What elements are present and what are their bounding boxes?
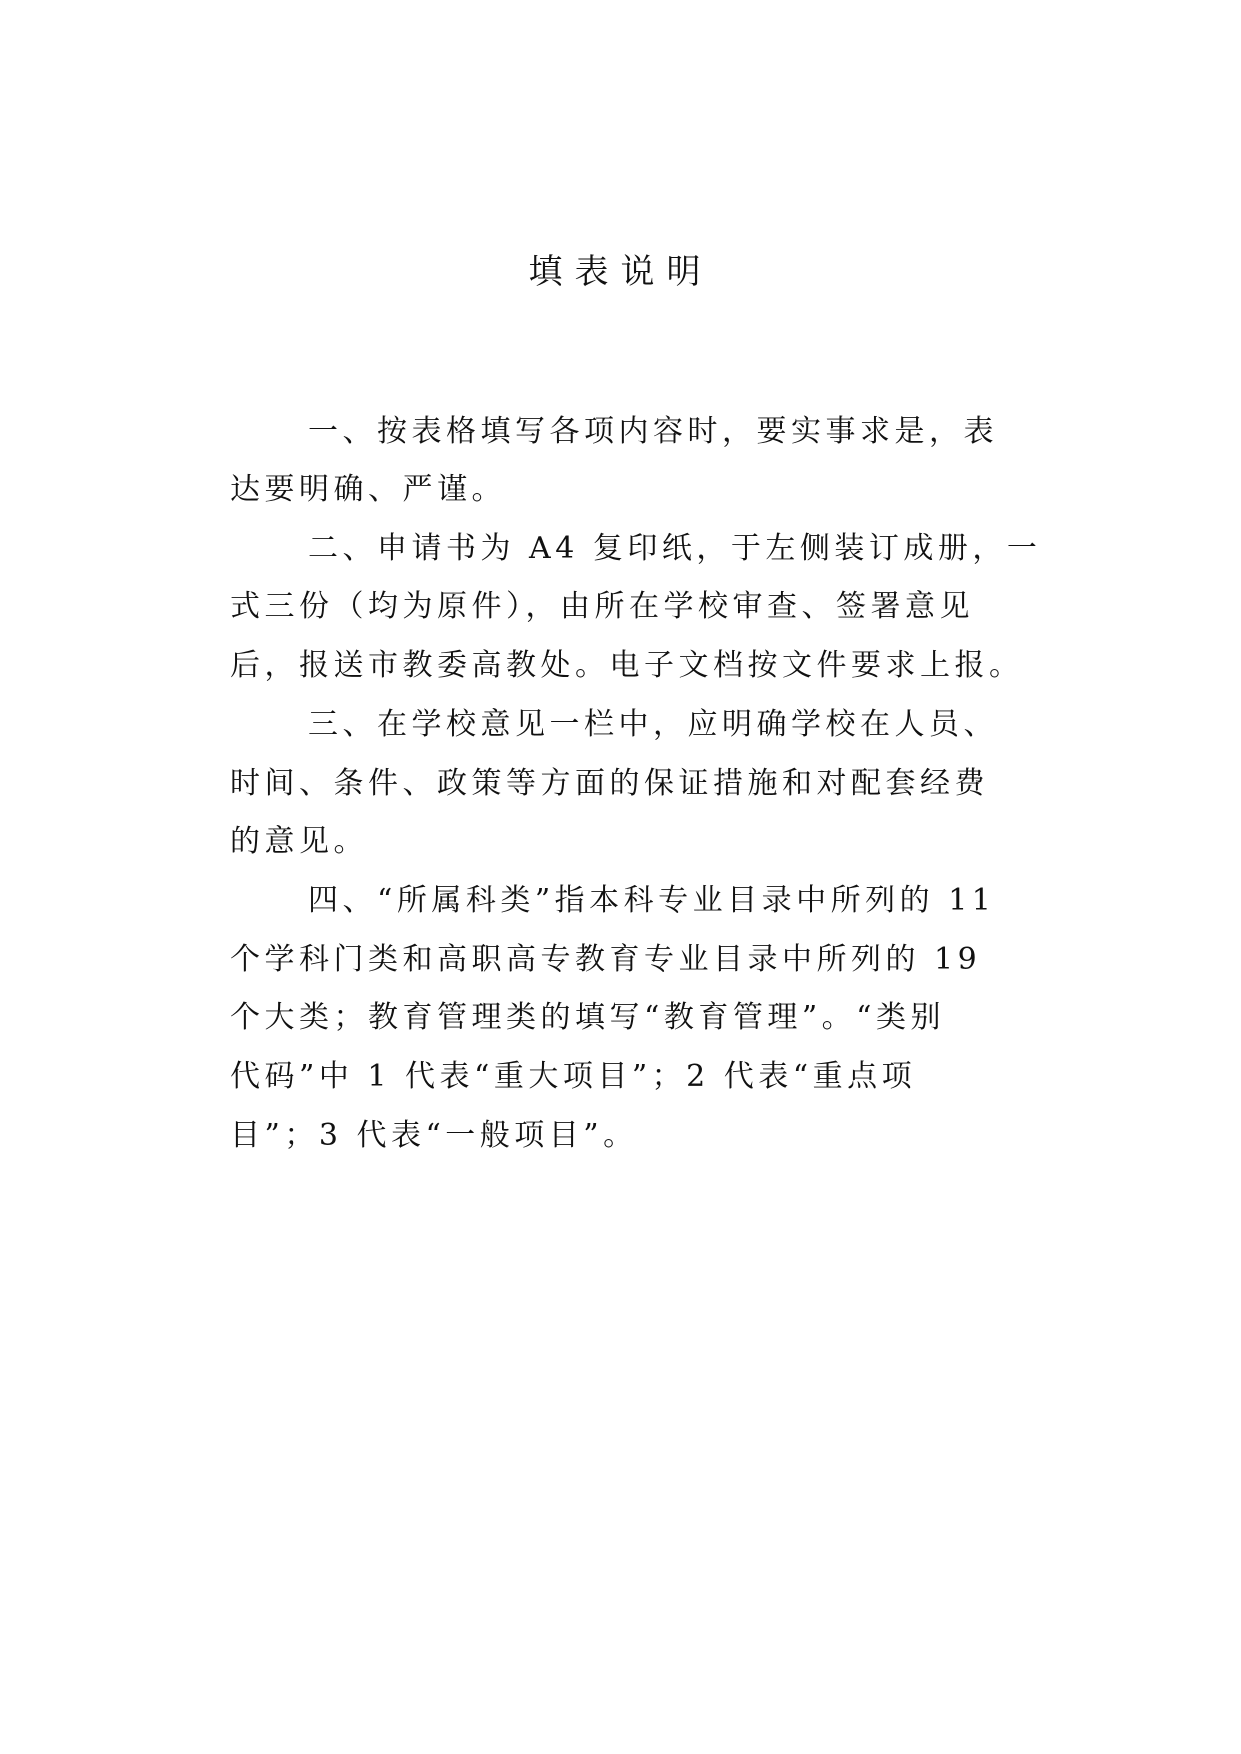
instruction-4-line-5: 目”；3 代表“一般项目”。	[230, 1118, 638, 1153]
instruction-2-line-1: 二、申请书为 A4 复印纸，于左侧装订成册，一	[308, 531, 1042, 566]
instruction-1-line-2: 达要明确、严谨。	[230, 472, 506, 507]
instruction-2-line-3: 后，报送市教委高教处。电子文档按文件要求上报。	[230, 648, 1024, 683]
instruction-4-line-2: 个学科门类和高职高专教育专业目录中所列的 19	[230, 942, 982, 977]
document-title: 填表说明	[528, 252, 713, 292]
instruction-4-line-3: 个大类；教育管理类的填写“教育管理”。“类别	[230, 1000, 946, 1035]
instruction-1-line-1: 一、按表格填写各项内容时，要实事求是，表	[308, 414, 998, 449]
instruction-3-line-2: 时间、条件、政策等方面的保证措施和对配套经费	[230, 766, 989, 801]
instruction-3-line-1: 三、在学校意见一栏中，应明确学校在人员、	[308, 707, 998, 742]
instruction-4-line-4: 代码”中 1 代表“重大项目”；2 代表“重点项	[230, 1059, 917, 1094]
instruction-3-line-3: 的意见。	[230, 824, 368, 859]
instruction-2-line-2: 式三份（均为原件），由所在学校审查、签署意见	[230, 589, 974, 624]
instruction-4-line-1: 四、“所属科类”指本科专业目录中所列的 11	[308, 883, 996, 918]
